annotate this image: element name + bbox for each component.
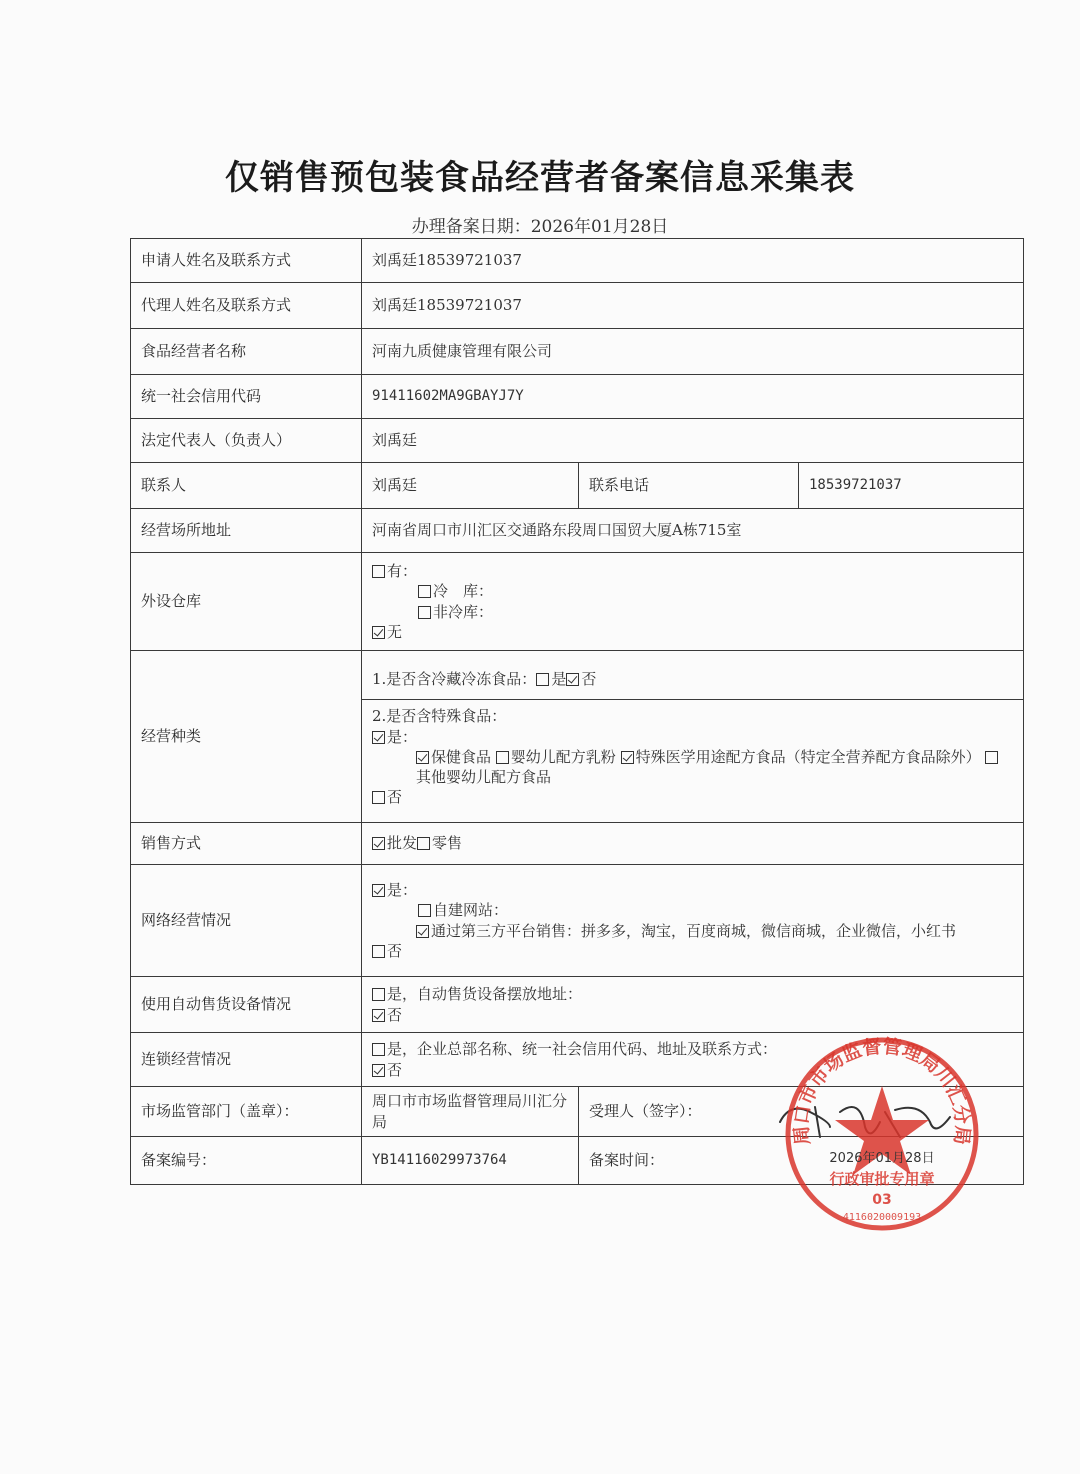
row-operator-name (131, 329, 1024, 375)
q1-no-text: 否 (581, 670, 597, 689)
vending-yes-text: 是，自动售货设备摆放地址： (387, 985, 583, 1004)
warehouse-yes-option[interactable] (372, 561, 1013, 581)
business-type-label: 经营种类 (131, 651, 362, 823)
address-label: 经营场所地址 (131, 509, 362, 553)
online-options (362, 865, 1024, 977)
vending-label: 使用自动售货设备情况 (131, 977, 362, 1033)
q2-yes-text: 是： (387, 727, 418, 746)
row-address (131, 509, 1024, 553)
q2-yes-option[interactable] (372, 727, 1013, 747)
seal-inner-text: 行政审批专用章 (829, 1170, 935, 1188)
warehouse-no-text: 无 (387, 622, 403, 641)
seal-code-text: 4116020009193 (842, 1212, 922, 1223)
checkbox-wholesale[interactable] (372, 837, 385, 850)
checkbox-own-site[interactable] (418, 904, 431, 917)
seal-date-text: 2026年01月28日 (829, 1151, 935, 1166)
q1-yes-text: 是 (551, 670, 567, 689)
third-party-text: 通过第三方平台销售：拼多多，淘宝，百度商城，微信商城，企业微信，小红书 (431, 921, 957, 940)
checkbox-vending-yes[interactable] (372, 988, 385, 1001)
wholesale-text: 批发 (387, 834, 418, 853)
credit-code-value: 91411602MA9GBAYJ7Y (362, 375, 1024, 419)
q2-no-option[interactable] (372, 787, 1013, 807)
checkbox-q1-no[interactable] (566, 673, 579, 686)
chain-yes-text: 是，企业总部名称、统一社会信用代码、地址及联系方式： (387, 1040, 778, 1059)
checkbox-q1-yes[interactable] (536, 673, 549, 686)
checkbox-retail[interactable] (417, 837, 430, 850)
sales-mode-options (362, 823, 1024, 865)
warehouse-cold-text: 冷 库： (433, 582, 494, 601)
vending-no-text: 否 (387, 1005, 403, 1024)
warehouse-options (362, 553, 1024, 651)
checkbox-chain-no[interactable] (372, 1064, 385, 1077)
operator-name-label: 食品经营者名称 (131, 329, 362, 375)
online-yes-text: 是： (387, 881, 418, 899)
checkbox-warehouse-yes[interactable] (372, 565, 385, 578)
own-site-text: 自建网站： (433, 901, 509, 920)
applicant-value: 刘禹廷18539721037 (362, 239, 1024, 283)
business-type-q2-text: 2.是否含特殊食品： (372, 707, 507, 726)
row-business-type (131, 651, 1024, 823)
row-warehouse (131, 553, 1024, 651)
warehouse-non-cold-text: 非冷库： (433, 602, 494, 621)
vending-no-option[interactable] (372, 1005, 1013, 1025)
row-agent (131, 283, 1024, 329)
other-infant-text: 其他婴幼儿配方食品 (416, 768, 552, 787)
checkbox-warehouse-cold[interactable] (418, 585, 431, 598)
authority-label: 市场监管部门（盖章）： (131, 1087, 362, 1137)
online-no-option[interactable] (372, 941, 1013, 961)
checkbox-health-food[interactable] (416, 751, 429, 764)
credit-code-label: 统一社会信用代码 (131, 375, 362, 419)
retail-text: 零售 (432, 834, 463, 853)
checkbox-third-party[interactable] (416, 925, 429, 938)
checkbox-infant-formula[interactable] (496, 751, 509, 764)
legal-rep-value: 刘禹廷 (362, 419, 1024, 463)
receiver-label: 受理人（签字）： (579, 1087, 1024, 1137)
checkbox-chain-yes[interactable] (372, 1043, 385, 1056)
business-type-q2 (362, 700, 1023, 813)
third-party-option[interactable] (372, 921, 1013, 941)
row-legal-rep (131, 419, 1024, 463)
seal-number-text: 03 (872, 1192, 892, 1208)
business-type-q1-text: 1.是否含冷藏冷冻食品： (372, 670, 537, 689)
applicant-label: 申请人姓名及联系方式 (131, 239, 362, 283)
special-food-options (372, 747, 1013, 788)
warehouse-yes-text: 有： (387, 562, 418, 580)
authority-value: 周口市市场监督管理局川汇分局 (362, 1087, 579, 1137)
warehouse-no-option[interactable] (372, 622, 1013, 642)
filing-time-label: 备案时间： (579, 1137, 1024, 1185)
warehouse-non-cold-option[interactable] (372, 602, 1013, 622)
seal-arc-textpath: 周口市市场监督管理局川汇分局 (790, 1035, 974, 1146)
checkbox-medical-food[interactable] (621, 751, 634, 764)
row-contact (131, 463, 1024, 509)
chain-label: 连锁经营情况 (131, 1033, 362, 1087)
checkbox-online-yes[interactable] (372, 884, 385, 897)
filing-date (0, 212, 1080, 237)
checkbox-online-no[interactable] (372, 945, 385, 958)
filing-date-value: 2026年01月28日 (530, 217, 669, 237)
own-site-option[interactable] (372, 900, 1013, 920)
page-title: 仅销售预包装食品经营者备案信息采集表 (225, 158, 855, 198)
online-label: 网络经营情况 (131, 865, 362, 977)
official-seal (782, 1034, 982, 1234)
contact-label: 联系人 (131, 463, 362, 509)
health-food-text: 保健食品 (431, 747, 492, 766)
business-type-options (362, 651, 1024, 823)
agent-label: 代理人姓名及联系方式 (131, 283, 362, 329)
row-online (131, 865, 1024, 977)
vending-options (362, 977, 1024, 1033)
filing-date-label: 办理备案日期： (411, 217, 531, 237)
infant-formula-text: 婴幼儿配方乳粉 (510, 747, 616, 766)
checkbox-warehouse-no[interactable] (372, 626, 385, 639)
filing-number-label: 备案编号： (131, 1137, 362, 1185)
sales-mode-label: 销售方式 (131, 823, 362, 865)
warehouse-cold-option[interactable] (372, 581, 1013, 601)
checkbox-warehouse-non-cold[interactable] (418, 606, 431, 619)
checkbox-other-infant[interactable] (985, 751, 998, 764)
online-yes-option[interactable] (372, 880, 1013, 900)
checkbox-q2-no[interactable] (372, 791, 385, 804)
q2-no-text: 否 (387, 788, 403, 807)
legal-rep-label: 法定代表人（负责人） (131, 419, 362, 463)
medical-food-text: 特殊医学用途配方食品（特定全营养配方食品除外） (635, 747, 981, 766)
checkbox-vending-no[interactable] (372, 1009, 385, 1022)
filing-number-value: YB14116029973764 (362, 1137, 579, 1185)
checkbox-q2-yes[interactable] (372, 731, 385, 744)
contact-phone-label: 联系电话 (579, 463, 799, 509)
operator-name-value: 河南九质健康管理有限公司 (362, 329, 1024, 375)
address-value: 河南省周口市川汇区交通路东段周口国贸大厦A栋715室 (362, 509, 1024, 553)
business-type-q1 (362, 659, 1023, 700)
vending-yes-option[interactable] (372, 984, 1013, 1004)
agent-value: 刘禹廷18539721037 (362, 283, 1024, 329)
chain-no-text: 否 (387, 1060, 403, 1079)
warehouse-label: 外设仓库 (131, 553, 362, 651)
row-vending (131, 977, 1024, 1033)
row-applicant (131, 239, 1024, 283)
online-no-text: 否 (387, 941, 403, 960)
contact-phone-value: 18539721037 (799, 463, 1024, 509)
contact-value: 刘禹廷 (362, 463, 579, 509)
row-sales-mode (131, 823, 1024, 865)
row-credit-code (131, 375, 1024, 419)
